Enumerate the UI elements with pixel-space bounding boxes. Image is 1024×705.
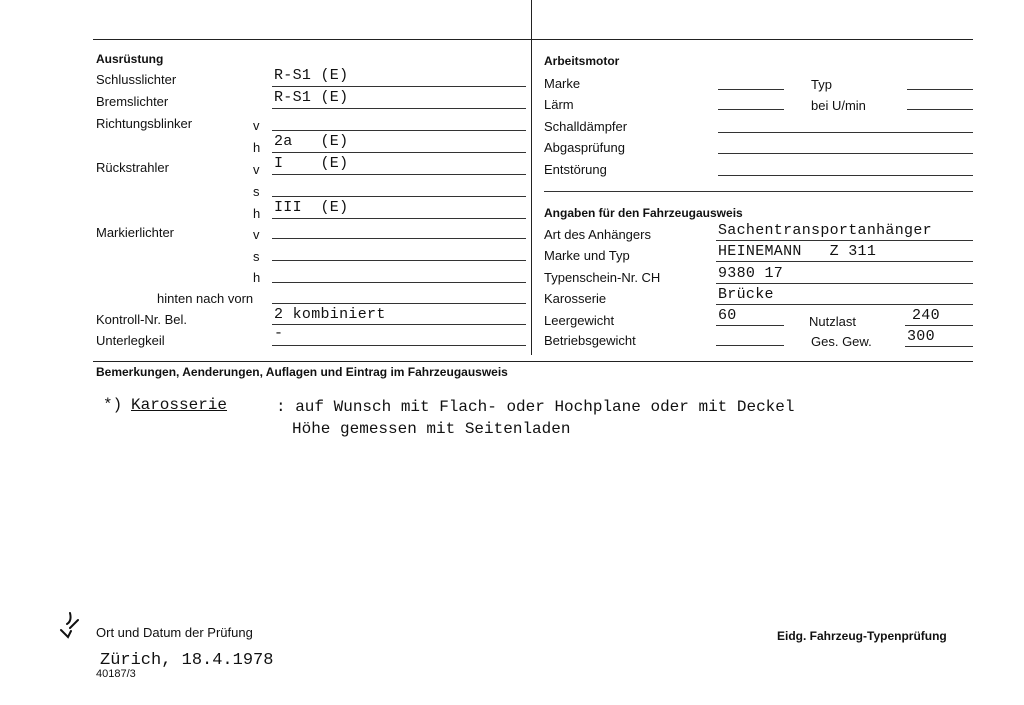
signature-mark	[58, 610, 84, 640]
fill-line	[907, 89, 973, 90]
fill-line	[272, 174, 526, 175]
fill-line	[716, 240, 973, 241]
fill-line	[718, 89, 784, 90]
value-blinker-h: 2a (E)	[274, 133, 349, 150]
value-schlusslichter: R-S1 (E)	[274, 67, 349, 84]
value-rueckstrahler-v: I (E)	[274, 155, 349, 172]
equipment-heading: Ausrüstung	[96, 52, 164, 66]
fill-line	[718, 109, 784, 110]
label-rueckstrahler: Rückstrahler	[96, 160, 169, 175]
fill-line	[272, 303, 526, 304]
sub-h: h	[253, 206, 261, 221]
sub-v: v	[253, 227, 260, 242]
label-schlusslichter: Schlusslichter	[96, 72, 177, 87]
value-karosserie: Brücke	[718, 286, 774, 303]
label-entstoerung: Entstörung	[544, 162, 607, 177]
sub-s: s	[253, 249, 260, 264]
value-rueckstrahler-h: III (E)	[274, 199, 349, 216]
form-code: 40187/3	[96, 668, 136, 680]
label-typenschein: Typenschein-Nr. CH	[544, 270, 661, 285]
column-divider	[531, 0, 532, 355]
ort-datum-label: Ort und Datum der Prüfung	[96, 625, 253, 640]
label-marke: Marke	[544, 76, 581, 91]
label-kontroll-nr: Kontroll-Nr. Bel.	[96, 312, 188, 327]
motor-heading: Arbeitsmotor	[544, 54, 620, 68]
label-bremslichter: Bremslichter	[96, 94, 169, 109]
remarks-line-2: Höhe gemessen mit Seitenladen	[292, 420, 571, 438]
sub-h: h	[253, 140, 261, 155]
fill-line	[272, 282, 526, 283]
fill-line	[907, 109, 973, 110]
fill-line	[272, 152, 526, 153]
fill-line	[716, 325, 784, 326]
label-ges-gew: Ges. Gew.	[811, 334, 872, 349]
value-art-anhaenger: Sachentransportanhänger	[718, 222, 932, 239]
label-betriebsgewicht: Betriebsgewicht	[544, 333, 636, 348]
remarks-line-1: : auf Wunsch mit Flach- oder Hochplane oder mit Deckel	[276, 398, 795, 416]
remarks-asterisk: *)	[103, 396, 123, 414]
fill-line	[272, 345, 526, 346]
ausweis-heading: Angaben für den Fahrzeugausweis	[544, 206, 743, 220]
fill-line	[905, 346, 973, 347]
fill-line	[716, 345, 784, 346]
label-bei-umin: bei U/min	[811, 98, 866, 113]
value-unterlegkeil: -	[274, 325, 284, 342]
fill-line	[272, 196, 526, 197]
fill-line	[718, 175, 973, 176]
fill-line	[716, 261, 973, 262]
label-art-anhaenger: Art des Anhängers	[544, 227, 651, 242]
sub-s: s	[253, 184, 260, 199]
fill-line	[272, 238, 526, 239]
fill-line	[272, 130, 526, 131]
value-kontroll-nr: 2 kombiniert	[274, 306, 386, 323]
label-nutzlast: Nutzlast	[809, 314, 856, 329]
label-typ: Typ	[811, 77, 832, 92]
authority-label: Eidg. Fahrzeug-Typenprüfung	[777, 629, 947, 643]
top-rule	[93, 39, 973, 40]
remarks-key: Karosserie	[131, 396, 228, 414]
sub-v: v	[253, 162, 260, 177]
value-leergewicht: 60	[718, 307, 737, 324]
remarks-rule	[93, 361, 973, 362]
fill-line	[716, 304, 973, 305]
fill-line	[272, 218, 526, 219]
label-markierlichter: Markierlichter	[96, 225, 175, 240]
fill-line	[718, 153, 973, 154]
remarks-heading: Bemerkungen, Aenderungen, Auflagen und Eintrag im Fahrzeugausweis	[96, 365, 508, 379]
sub-v: v	[253, 118, 260, 133]
label-karosserie: Karosserie	[544, 291, 607, 306]
value-bremslichter: R-S1 (E)	[274, 89, 349, 106]
value-ges-gew: 300	[907, 328, 935, 345]
label-schalldaempfer: Schalldämpfer	[544, 119, 628, 134]
label-abgaspruefung: Abgasprüfung	[544, 140, 625, 155]
value-marke-typ: HEINEMANN Z 311	[718, 243, 877, 260]
label-richtungsblinker: Richtungsblinker	[96, 116, 193, 131]
fill-line	[905, 325, 973, 326]
label-unterlegkeil: Unterlegkeil	[96, 333, 165, 348]
fill-line	[718, 132, 973, 133]
label-marke-typ: Marke und Typ	[544, 248, 630, 263]
label-hinten-nach-vorn: hinten nach vorn	[157, 291, 254, 306]
sub-h: h	[253, 270, 261, 285]
label-leergewicht: Leergewicht	[544, 313, 615, 328]
label-laerm: Lärm	[544, 97, 574, 112]
fill-line	[272, 324, 526, 325]
value-nutzlast: 240	[912, 307, 940, 324]
fill-line	[272, 108, 526, 109]
fill-line	[272, 260, 526, 261]
fill-line	[272, 86, 526, 87]
fill-line	[716, 283, 973, 284]
fill-line	[544, 191, 973, 192]
ort-datum-value: Zürich, 18.4.1978	[100, 651, 274, 670]
value-typenschein: 9380 17	[718, 265, 784, 282]
